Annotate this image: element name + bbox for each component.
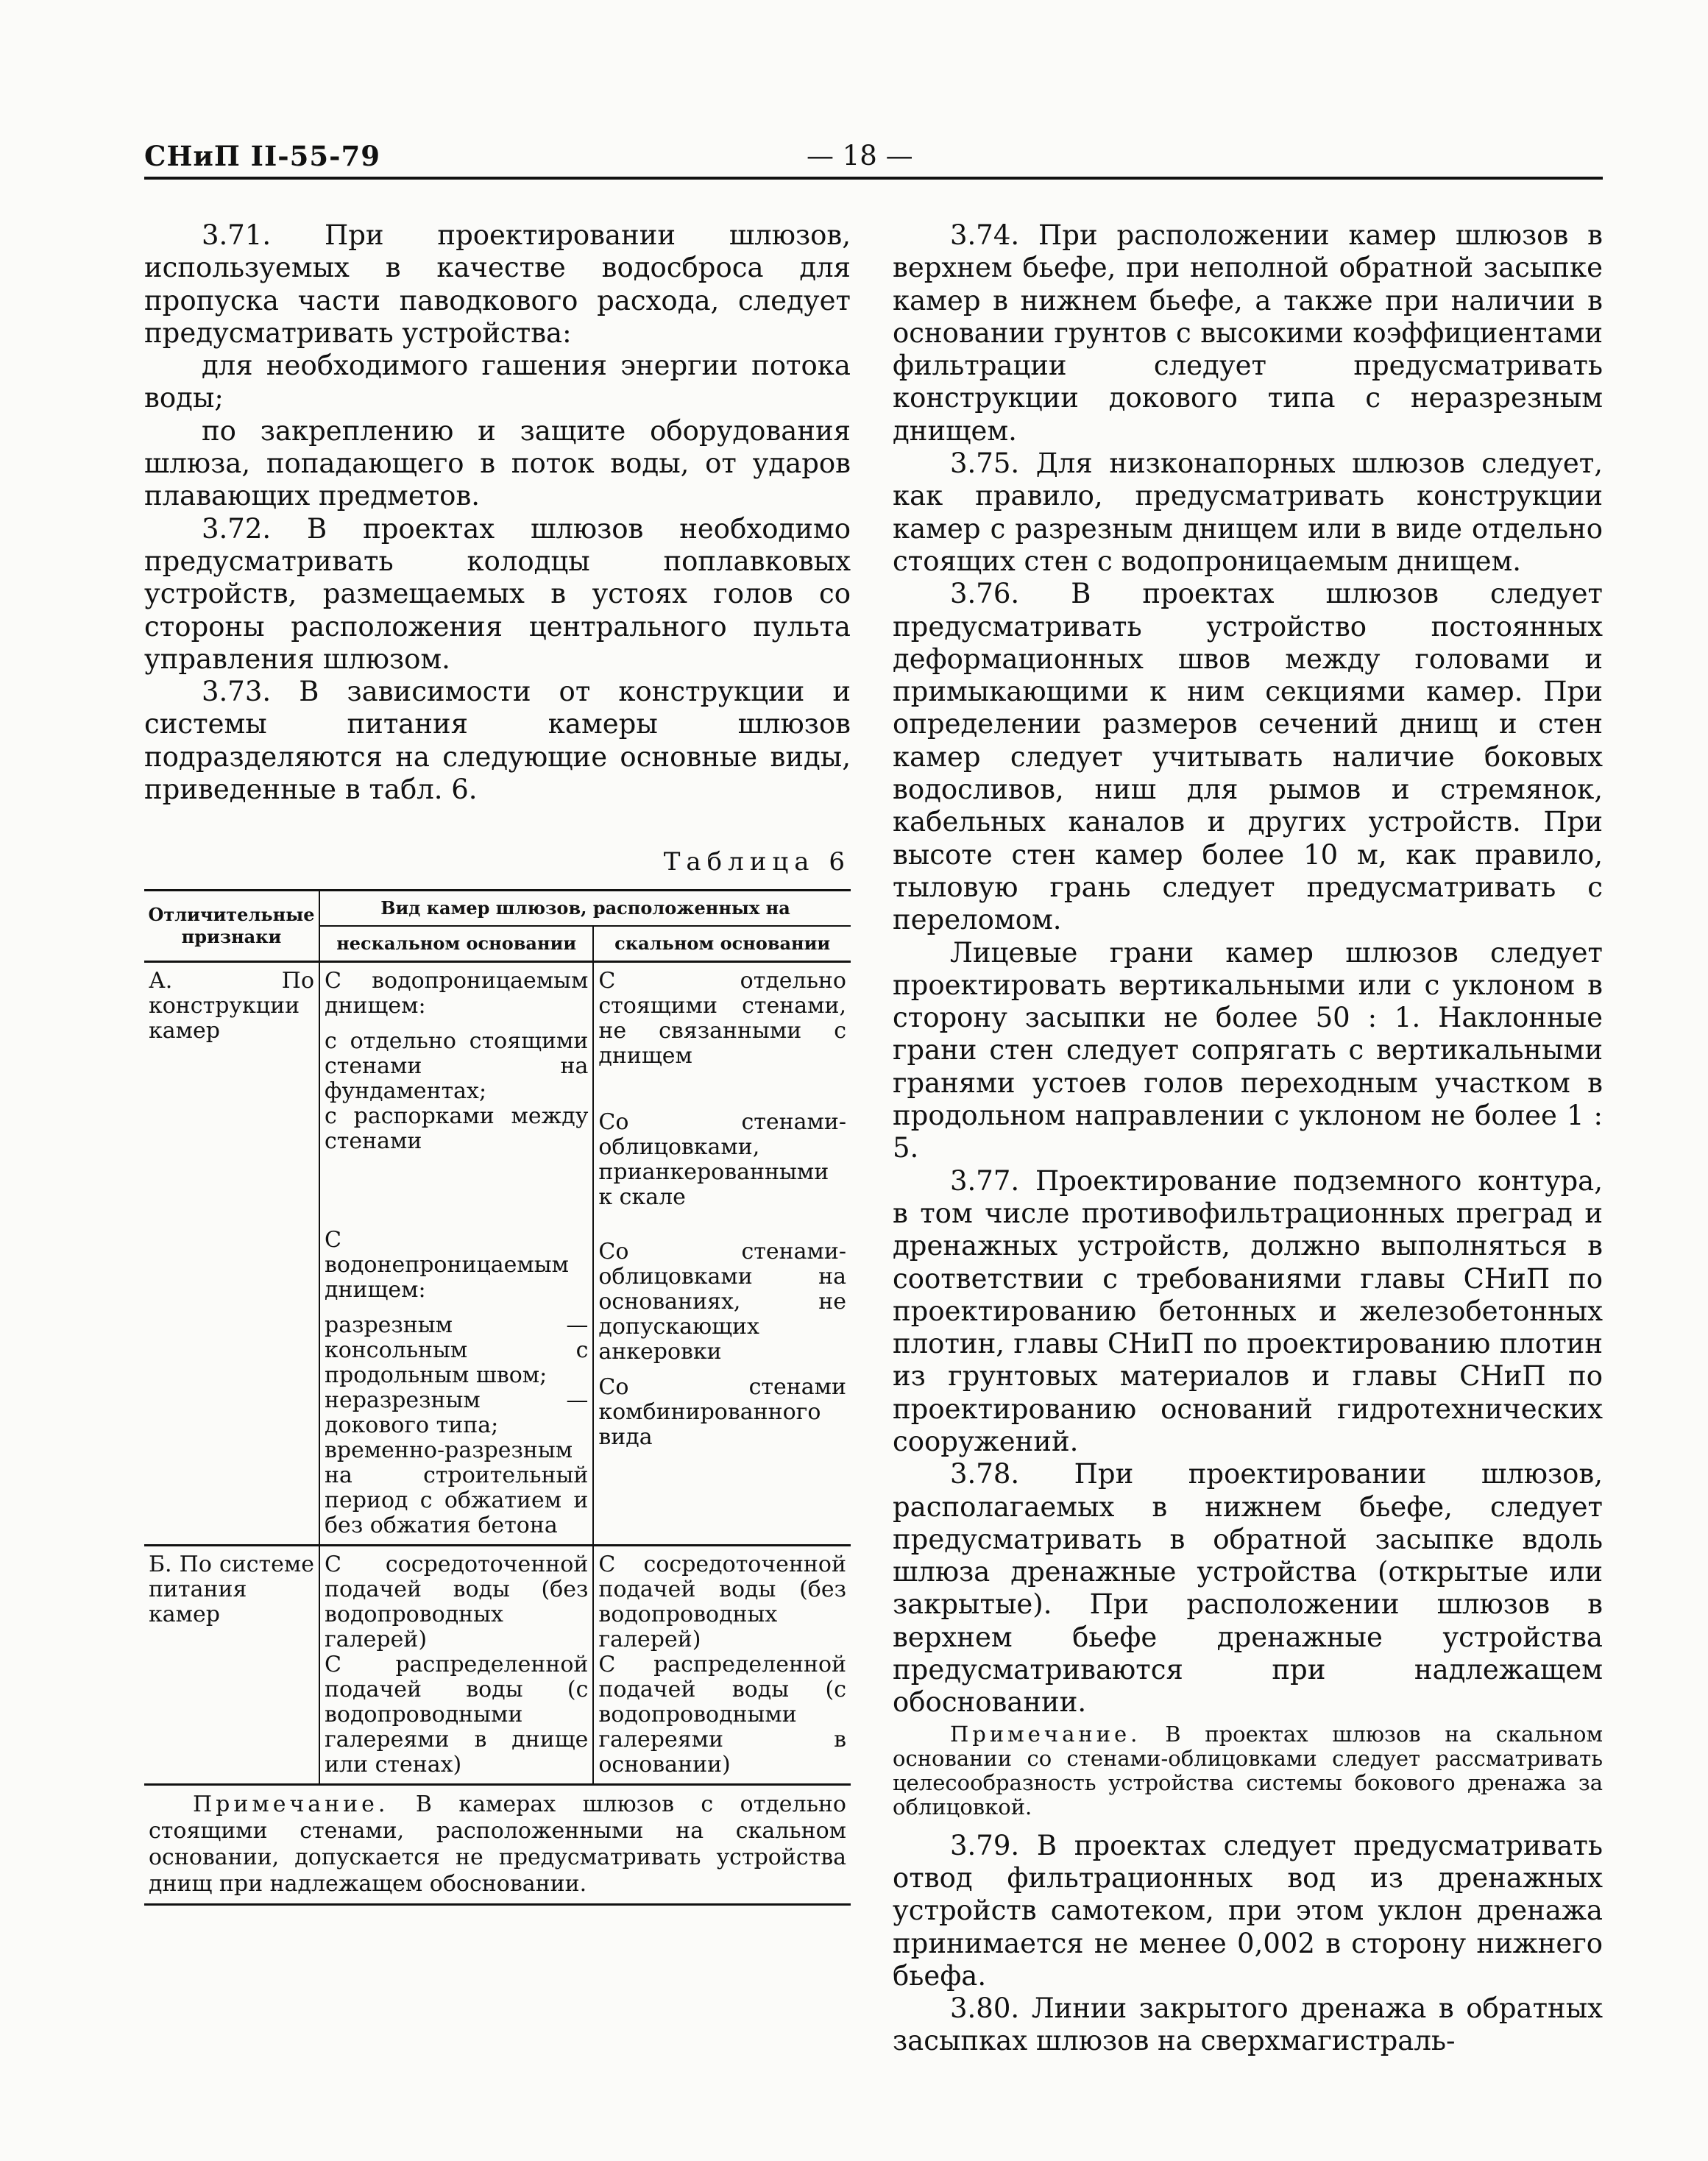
column-header-rock: скальном основании (593, 926, 851, 962)
clause-3-79 (893, 1830, 1603, 1992)
table-note-row (144, 1784, 851, 1904)
clause-3-80 (893, 1992, 1603, 2058)
header-divider (144, 177, 1603, 180)
page-number: — 18 — (807, 140, 913, 171)
table-cell-nonrock (319, 1545, 593, 1784)
cell-line: разрезным — консольным с продольным швом; (325, 1312, 589, 1388)
cell-line: С водопроницаемым днищем: (325, 967, 589, 1019)
clause-3-71 (144, 219, 851, 350)
clause-number: 3.71. (202, 219, 272, 251)
clause-text: В проектах следует предусматривать отвод фильтрационных вод из дренажных устройств самотеком, при этом уклон дренажа принимается не менее 0,002 в сторону нижнего бьефа. (893, 1829, 1603, 1992)
row-label: А. По конструкции камер (144, 961, 319, 1545)
column-header-nonrock: нескальном основании (319, 926, 593, 962)
clause-3-76 (893, 578, 1603, 936)
table-cell-nonrock (319, 961, 593, 1545)
list-item: для необходимого гашения энергии потока воды; (144, 350, 851, 414)
table-header-row (144, 890, 851, 926)
cell-line: С сосредоточенной подачей воды (без водопроводных галерей) (598, 1551, 846, 1652)
cell-line: Со стенами комбинированного вида (598, 1373, 846, 1450)
note-label: Примечание. (950, 1721, 1141, 1747)
note-text: В камерах шлюзов с отдельно стоящими стенами, расположенными на скальном основании, допускается не предусматривать устройства днищ при надлежащем обосновании. (149, 1791, 846, 1897)
clause-number: 3.72. (202, 512, 272, 545)
clause-number: 3.80. (950, 1992, 1020, 2025)
clause-number: 3.78. (950, 1458, 1020, 1490)
cell-line: С отдельно стоящими стенами, не связанными с днищем (598, 967, 846, 1069)
note-text: В проектах шлюзов на скальном основании со стенами-облицовками следует рассматривать целесообразность устройства системы бокового дренажа за облицовкой. (893, 1721, 1604, 1819)
clause-3-77 (893, 1165, 1603, 1459)
clause-text: Линии закрытого дренажа в обратных засыпках шлюзов на сверхмагистраль- (893, 1992, 1604, 2057)
table-row (144, 961, 851, 1545)
clause-text: В зависимости от конструкции и системы питания камеры шлюзов подразделяются на следующие основные виды, приведенные в табл. 6. (144, 676, 851, 806)
cell-line: неразрезным — докового типа; (325, 1387, 589, 1438)
clause-text: При проектировании шлюзов, располагаемых в нижнем бьефе, следует предусматривать в обратной засыпке вдоль шлюза дренажные устройства (открытые или закрытые). При расположении шлюзов в верхнем бьефе дренажные устройства предусматриваются при надлежащем обосновании. (893, 1458, 1604, 1719)
clause-3-78-note (893, 1722, 1603, 1819)
clause-number: 3.79. (950, 1829, 1020, 1861)
page-header (144, 140, 1603, 178)
cell-line: временно-разрезным на строительный период с обжатием и без обжатия бетона (325, 1437, 589, 1538)
table-cell-rock (593, 961, 851, 1545)
cell-line: с распорками между стенами (325, 1103, 589, 1154)
cell-line: С водонепроницаемым днищем: (325, 1226, 569, 1303)
cell-line: Со стенами-облицовками, прианкерованными к скале (598, 1108, 846, 1210)
clause-3-78 (893, 1458, 1603, 1719)
column-header-feature: Отличительные признаки (144, 890, 319, 961)
clause-3-72 (144, 513, 851, 676)
clause-text: Для низконапорных шлюзов следует, как правило, предусматривать конструкции камер с разрезным днищем или в виде отдельно стоящих стен с водопроницаемым днищем. (893, 448, 1603, 577)
clause-text: При проектировании шлюзов, используемых в качестве водосброса для пропуска части паводкового расхода, следует предусматривать устройства: (144, 219, 851, 349)
cell-line: С сосредоточенной подачей воды (без водопроводных галерей) (325, 1551, 589, 1652)
clause-number: 3.75. (950, 448, 1020, 480)
table-6 (144, 889, 851, 1906)
document-code: СНиП II-55-79 (144, 140, 380, 172)
table-cell-rock (593, 1545, 851, 1784)
list-item: по закреплению и защите оборудования шлюза, попадающего в поток воды, от ударов плавающих предметов. (144, 414, 851, 512)
cell-line: с отдельно стоящими стенами на фундаментах; (325, 1028, 589, 1104)
clause-text: Проектирование подземного контура, в том числе противофильтрационных преград и дренажных устройств, должно выполняться в соответствии с требованиями главы СНиП по проектированию бетонных и железобетонных плотин, главы СНиП по проектированию плотин из грунтовых материалов и главы СНиП по проектированию оснований гидротехнических сооружений. (893, 1164, 1604, 1457)
cell-line: Со стенами-облицовками на основаниях, не допускающих анкеровки (598, 1238, 846, 1365)
clause-text: В проектах шлюзов следует предусматривать устройство постоянных деформационных швов между головами и примыкающими к ним секциями камер. При определении размеров сечений днищ и стен камер следует учитывать наличие боковых водосливов, ниш для рымов и стремянок, кабельных каналов и других устройств. При высоте стен камер более 10 м, как правило, тыловую грань следует предусматривать с переломом. (893, 578, 1603, 936)
table-caption: Таблица 6 (663, 847, 851, 877)
clause-number: 3.73. (202, 676, 272, 708)
clause-number: 3.77. (950, 1164, 1020, 1197)
note-label: Примечание. (193, 1791, 389, 1817)
table-row (144, 1545, 851, 1784)
cell-line: С распределенной подачей воды (с водопроводными галереями в днище или стенах) (325, 1651, 589, 1778)
row-label: Б. По системе питания камер (144, 1545, 319, 1784)
clause-3-76-continued: Лицевые грани камер шлюзов следует проектировать вертикальными или с уклоном в сторону засыпки не более 50 : 1. Наклонные грани стен следует сопрягать с вертикальными гранями устоев голов переходным участком в продольном направлении с уклоном не более 1 : 5. (893, 936, 1603, 1164)
cell-line: С распределенной подачей воды (с водопроводными галереями в основании) (598, 1651, 846, 1778)
left-column (144, 219, 851, 1906)
clause-number: 3.74. (950, 219, 1020, 251)
clause-3-75 (893, 448, 1603, 578)
table-note (144, 1784, 851, 1904)
clause-number: 3.76. (950, 578, 1020, 610)
column-header-group: Вид камер шлюзов, расположенных на (319, 890, 851, 926)
clause-text: При расположении камер шлюзов в верхнем бьефе, при неполной обратной засыпке камер в нижнем бьефе, а также при наличии в основании грунтов с высокими коэффициентами фильтрации следует предусматривать конструкции докового типа с неразрезным днищем. (893, 219, 1603, 447)
clause-text: В проектах шлюзов необходимо предусматривать колодцы поплавковых устройств, размещаемых в устоях голов со стороны расположения центрального пульта управления шлюзом. (144, 512, 851, 675)
right-column (893, 219, 1603, 2058)
clause-3-73 (144, 676, 851, 806)
clause-3-74 (893, 219, 1603, 448)
